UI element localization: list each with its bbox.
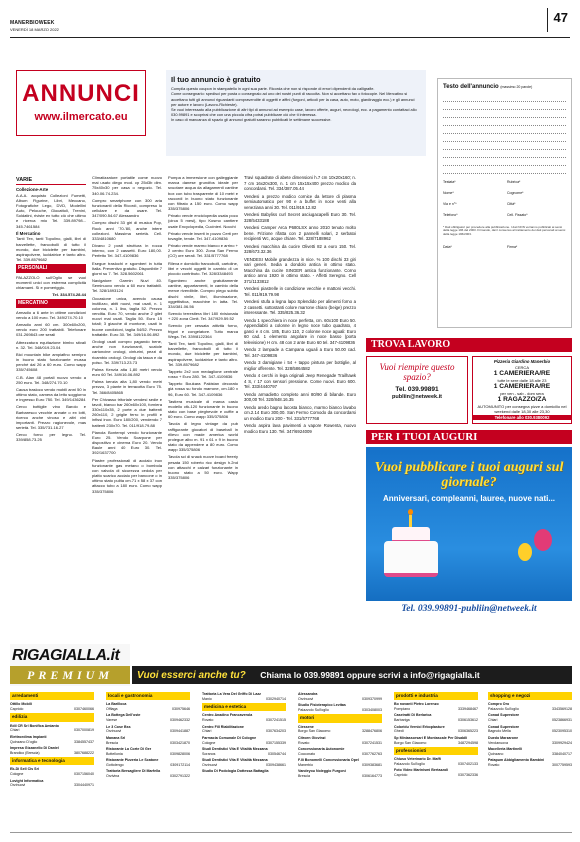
field-data[interactable]: Data* [443,244,452,249]
coupon-text-line[interactable] [443,110,566,118]
ad-text: Per Chivasso tritoriale vendesi sedie e tavoli, bianco bar 260x60x100, forniera 330x110x35, 2 porte a due battenti 260x110, 2 griglie ferro in profili e infissi inox. Euro 180/200, vendendo 7 battenti 230x70. Tel. 011/918.79.88 [92,396,162,428]
ad-text: Causa trasloco vendo mobili anni 50 in ottimo stato, camera da letto soggiorno e ingresso Euro 750. Tel. 349/1436284 [16,386,86,403]
pizzeria-role-2: 1 CAMERIERA/RE [493,382,551,390]
auguri-contact[interactable]: Tel. 039.99891-publiin@netweek.it [366,601,572,617]
directory-col-3 [202,692,286,776]
ad-text: Armadio a 6 ante in ottime condizioni vendo a 100 euro. Tel. 349/274.70.10 [16,309,86,320]
ad-text: Bici mountain bike ampiafino semipro in buono stato funzionante mussa perchè dal 26 a 60 euro. Como wapp 335/745608 [16,351,86,373]
directory-item: Farmacia Comunale Di Cologne Cologne 0307155339 [202,735,286,745]
empty-space-question: Vuoi riempire questo spazio? [379,362,455,382]
ad-text: Pompa a immersione con galleggiante marca danese grundfos ideale per svuotare acqua da allagamenti cantine box con tubo trasparente di 10 metri e raccordi in buono stato funzionante con filtrato a 150 euro. Como wapp 335/375806 [168,175,238,212]
directory-item: Foto Video Marinismi Bertazzoli Capriolo 0307362336 [394,768,478,778]
ad-text: Vendo 1 specchiera in noce perfetta, cm. 60x100 Euro 50. Appendiabiti a colonne in legno noce tubo quadrato, 4 ganci e 4 cm. 185, Euro 110, 2 colonne noce aguali: Euro 60 cad. 1 elemento angolare in noce basso (porta televisione) H cm. 48 con 2 ante Euro 60 tel. 347-4109836 [244,317,356,345]
ad-text: Tanti Tex, tanti Topolino, gialli, libri di barzellette, francobolli di tutto il mondo, due biciclette per bambini, aspirapolvere, lucidatrice e tanto altro. Tel. 339.8579682 [16,236,86,263]
pizzeria-role-3: 1 RAGAZZO/ZA [497,395,547,403]
header-divider [547,8,548,32]
directory-item: Trattoria Bersagliere Di Marfella Orzivina 0302791322 [106,769,190,779]
ad-text: C.B. Alan 48 portali nuovo vendo a 250 euro. Tel. 348/274.70.10 [16,374,86,385]
ad-text: Rileva e domicilio francobolli, cartoline, libri e vecchi oggetti in cambio di un piccolo contributo. Tel. 328/3348493 [168,260,238,276]
ad-text: Vendo aredo bagno lacosta bianco, marmo bianco lavabo cm.2.14 Euro 300,00. San Fermo Comodo da concordarsi un modico Euro 200 - Tel. 331/5777768 [244,404,356,421]
section-varie: VARIE [16,177,86,185]
directory-col-5 [394,692,478,780]
ad-text: Vendesi stufa a legna lapo Splendido per alimenti forno a 2 cassetti. sottostanti colore marrone chiaro (beige) prezzo interessante. Tel. 335/825.36.32 [244,299,356,315]
directory-item: Ristorante La Corte Di Ger Bottellonia 0309828006 [106,746,190,756]
directory-item: Impresa Gizzanello Di Daniel Brandico (Brescia) 3807688222 [10,745,94,755]
directory-item: La Barilloca Offlaga 030975646 [106,702,190,712]
annunci-url[interactable]: www.ilmercato.eu [34,111,128,123]
ad-text: Cerco bottiglie vino Barolo e Barbaresco vecchie annate o ex lotti, ricerco anche vinoso e altri vini importanti. Prezzo ragionevole, mas serietà. Tel. 335/731.16.27 [16,404,86,431]
directory-item: Manana Srl Brescia 0303421870 [106,735,190,745]
directory-heading: informatica e tecnologia [10,757,94,765]
field-cell[interactable]: Cell. Fissato* [506,212,528,217]
trova-lavoro-header: TROVA LAVORO [366,338,572,352]
page-header [10,8,570,38]
directory-heading: medicina e estetica [202,703,286,711]
auguri-subheadline: Anniversari, compleanni, lauree, nuove nati... [382,494,556,504]
rigagialla-banner[interactable] [10,644,572,686]
classifieds-col-2 [92,175,162,593]
coupon-text-line[interactable] [443,166,566,174]
ad-text: Attrezzatura equitazione bimbo stivali n. 32. Tel. 348/019.23.04 [16,339,86,350]
coupon-text-line[interactable] [443,158,566,166]
ad-text: Tavola sci di snack nuove board freeriy pesata 150 roberto ricc design h.2nd con attacchi e calzari funzionante in buono stato a 50 euro. Wapp 335/375806 [168,454,238,481]
coupon-text-line[interactable] [443,134,566,142]
directory-col-2 [106,692,190,781]
ad-text: Privato vende inserti in pozzo Certi per tovaglie, tende. Tel. 347-4109836 [168,230,238,241]
ad-text: Privato vende enciclopedia usata poco (circa 5 mesi), tipo Kosmo cantiere usate Encyclopedia, Cucinieri. Nocchi [168,213,238,229]
ad-text: Svendo terrestiera libri 180 rivisionata + 220 zona Cimit. Tel. 347/929.59.52 [168,311,238,322]
ad-text: Vendo 3 damigiane i 54 + tappo pintura per bottiglie, al miglior offerente. Tel. 328/5864582 [244,360,356,371]
directory-heading: locali e gastronomia [106,692,190,700]
directory-col-6 [488,692,572,769]
field-cognome[interactable]: Cognome* [506,190,524,195]
ad-text: Privato vende marmo bianco e arrino + 2 centro Euro 300. Zona San Fermo (CO) ore serali. Tel. 331/5777768 [168,243,238,259]
ad-text: Vendo 4 cerchi in lega originali Jeep Renegade Trailhawk 4 S, r 17 con sensori pressione. Come nuovi. Euro 600. Tel. 333/4440797 [244,373,356,389]
directory-heading: edilizia [10,713,94,721]
directory-heading: prodotti e industria [394,692,478,700]
field-citta[interactable]: Città* [506,201,516,206]
annunci-title: ANNUNCI [22,80,140,107]
ad-text: Cerco forno per legno. Tel. 339/858.73.25 [16,432,86,443]
directory-item: Ek-Di Sell Cis Sri Cologne 0307156040 [10,767,94,777]
free-ad-title: Il tuo annuncio è gratuito [171,75,261,84]
empty-space-email[interactable]: publiin@netweek.it [392,393,442,400]
auguri-headline: Vuoi pubblicare i tuoi auguri sul giornale? [374,460,564,490]
annunci-logo [16,70,146,136]
free-ad-p3: Se vuoi interessato alla pubblicazione di altri tipi di annunci ad esempio case, lavoro offerte, auguri, necrologi, ecc. a pagamento contattaci allo 030.99891 e scoprirai che con una piccola cifra potrai pubblicare ciò che ti interessa. [171,106,417,117]
directory-heading: arredamenti [10,692,94,700]
field-via[interactable]: Via e n°* [443,201,457,206]
coupon-text-line[interactable] [443,142,566,150]
directory-item: Citroen Giovinzi Rovato 0307241531 [298,735,382,745]
coupon-privacy-note: * Dati obbligatori per procedere alla pubblicazione. I dati NON verranno pubblicati ai sensi della legge 196 del 2003. Firmando, dai il consenso al trattamento dei dati personali ai sensi della legge 196/2003. [443,224,566,236]
free-ad-info-box [166,70,426,156]
classifieds-col-3 [168,175,238,595]
candle-icon [409,515,412,527]
ad-text: Orologi usati compro pagando bene, anche non funzionanti, scatole cartoncine orologi, cinturini, pezzi di ricambio orologi. Orologi da tasca e da polso. Tel. 339/713.23.73 [92,338,162,365]
directory-item: Elettroedima Impianti Quinzano D'oglio 3384557437 [10,734,94,744]
pizzeria-name: Pizzeria Giardino Manerbio [493,359,551,364]
ad-text: Climatizzatore portatile come nuovo mai usato diego mod. cp 25d3b dim. 75x40x30 per casa o negozio. Tel. 340.06.74.234. [92,175,162,196]
ad-text: Esegue traslochi e sgomberi in tutta Italia. Preventivo gratuito. Disponibile 7 giorni su 7. Tel. 328.5602061 [92,260,162,276]
rigagialla-logo-text: RIGAGIALLA.it [12,647,120,664]
balloon-icon [534,529,552,551]
ad-text: VENDESI Mobile grandezza in nice. % 100 dischi 33 giri vari generi. Sedia a dondolo antica in ottimo stato. Macchina da cucire SINGER antica funzionante. Corno antico anno 1920 in ottimo stato. - Affetti Seregno. Cell 371/1133812 [244,256,356,284]
ad-text: Vendo aspira lava pavimenti a vapore Rowenta, nuovo modico Euro 130. Tel. 347/6924009 [244,423,356,434]
section-mercatino: MERCATINO [16,299,86,307]
pizzeria-role-1: 1 CAMERIERA/RE [493,369,551,377]
directory-item: Macelleria Martinelli Quinzano 3384040717 [488,746,572,756]
directory-item: Lovight Informatica Orzinuovi 3304440971 [10,778,94,788]
directory-item: Duedo Marzarone Verolanuova 3309929424 [488,735,572,745]
classifieds-col-4 [244,175,356,620]
pizzeria-phone: Telefonare allo 030.9380092 [473,415,571,420]
ad-text: Vendesi a prezzo modico cornice da lettore di plasma semiautomatico per 90 e a buffet in noce venti alla veneziana anni 30. Tel. 011/919.12.82 [244,193,356,210]
pizzeria-role-2-desc: per ven - sab - dom sera [500,390,544,396]
rigagialla-logo [10,644,130,686]
directory-item: Edil CR Srl Bonifica Amianto Chiari 0307000819 [10,723,94,733]
directory-item: Ristorante Pizzeria Le Scatone Gottolengo 0309172114 [106,758,190,767]
directory-col-1 [10,692,94,790]
auguri-banner[interactable] [366,447,572,617]
directory-item: Studi Dentistici Vita E Vitalità Mezzana Orzinuovi 0309438661 [202,758,286,767]
field-nome[interactable]: Nome* [443,190,454,195]
ad-text: Palma kenzia alta 1,80 vendo metri prezzo, 3 piante in terracotta Euro 75. Tel. 366/8405865 [92,379,162,395]
coupon-title: Testo dell'annuncio (massimo 20 parole) [443,84,533,90]
directory-item: Trattoria La Vera Del Griffo Di Lazz Manio 0302940714 [202,692,286,701]
directory-item: Concessionaria Autonomie Cocconato 0307762763 [298,746,382,756]
ad-text: PALAZZOLO sull'Oglio se vuoi momenti unici con estrema complicità chiamami. Sì e pomeriggio. [16,274,86,290]
directory-item: Coloridu Vernici Erboplasture Ghedi 0306365223 [394,724,478,734]
subsection-mercatino: Il Mercatino [16,230,41,236]
directory-item: Ciessene Borgo San Giacomo 3288476806 [298,724,382,734]
directory-item: Centro Fill Riabilitazione Chiari 0307634203 [202,724,286,734]
cake-icon [384,541,438,577]
coupon-text-line[interactable] [443,102,566,110]
ad-text: Occasione unica, avendo causa inutilizzo, abiti nuovi, mai usati, n. 1 colonna, n. 1 lino, taglia 52. Prezzo vendita. Euro 70, vendo anche 2 gilet nuovi mai usati. Taglia 50. Euro 15 totali; 3 giacche di montone, usati in buone condizioni, taglia 54/52. Prezzo trattabile. Euro 30. Tel. 349/16.06.892 [92,295,162,337]
publication-date: VENERDÌ 18 MARZO 2022 [10,27,59,32]
pizzeria-role-3-desc: AUTOMUNITO per consegna pizze a domicilio nel weekend dalle 18,30 alle 23,30 [477,404,567,415]
directory-col-4 [298,692,382,781]
directory-item: Studio Fisioterapico Levitas Palazzolo Sull'oglio 0303408003 [298,703,382,713]
ad-text: Vendesi Camper Arca P680LSX anno 2010 tenuto molto bene. Frizione rifatta con 2 pannelli solari, 2 serbatoi recipienti Wc, acque chiare. Tel. 328/7188962 [244,225,356,241]
ad-text: Vendo 2 lampade a Campana uguali a Euro 50.00 cad. Tel. 347-4109836 [244,347,356,358]
ad-coupon-form[interactable] [437,78,572,328]
ad-phone: Tel. 334.574.28.44 [52,292,86,298]
ad-text: Armadio anni 60 cm. 300x60x200, vendo euro 200 trattabili. Telefonare 031.269843 ore serali [16,322,86,338]
page-bottom-rule [10,832,572,833]
free-ad-p2: Come consegnarlo: spedisci per posta o consegnalo ad uno dei nostri punti di raccolta. Non si accettano fax o fotocopie. Nel Mercatino si accettano tutti gli annunci riguardanti compravendite di oggetti e affini (furgoni, articoli per la casa, auto, moto, giardinaggio ecc.) e gli annunci per autore e lavoro (Lavoro-Richieste). [171,91,415,107]
page-number: 47 [553,10,568,25]
directory-item: Studi Dentistici Vita E Vitalità Mezzana Soranos 030546744 [202,746,286,756]
directory-item: Vandeyou Noleggio Furgoni Brescia 0306164773 [298,769,382,779]
ad-text: Tavola di legno vintage da pub raffigurante giocatori di baseball in rilievo con made america world prolegue albo m. 91 x 61 x 9 in buono stato da appendere a 80 euro. Como wapp 335/375806 [168,421,238,453]
ad-text: Vendesi piastrelle in condizione vecchie e mattoni vecchi. Tel. 011/919.79.98 [244,286,356,297]
rigagialla-question: Vuoi esserci anche tu? [137,670,246,681]
ad-text: Travi squadrate di abete dimensioni h.7 cm 10x20x160; n. 7 cm 16x20x300, n. 1 cm 15x15x400 prezzo modico da concordarsi. Tel. 334/387.05.44 [244,175,356,191]
ad-text: Vendo armadietto completo anni 80/90 di bilande. Euro 300,00 Tel. 320/848.16.35 [244,391,356,402]
directory-heading: shopping e negozi [488,692,572,700]
pizzeria-role-1-desc: tutte le sere dalle 18 alle 23 [497,377,547,383]
field-rubrica[interactable]: Rubrica* [506,179,521,184]
rigagialla-contact[interactable]: Chiama lo 039.99891 oppure scrivi a info@rigagialla.it [260,670,480,680]
directory-item: Conad Superstore Chiari 0523866931 [488,713,572,723]
ad-text: A.A.A. acquisto Collezioni Fumetti, Album Figurine, Libri, Meccano, Fotografiche Lego, DVD, Modellini Auto, Pelouche, Giocattoli, Trenini, Soldatini, riviste ex tutto ciò che ultimo e ricerca mio Tel. 339.89798... 345.7461584 [16,192,86,229]
ad-text: Vendesi macchina da cucire Olivetti 82 a euro 150. Tel. 328/673.32.36 [244,243,356,254]
pizzeria-cerca: CERCA [514,364,529,370]
ad-text: Compro smartphone con 300 aria funzionanti della Ricordì, compreso lo cellulare e da usare. Tel. 347/090.54.67 Alessandro [92,197,162,219]
subsection-collezione: Collezione-Arte [16,186,49,192]
directory-item: Alessandra Orzinuovi 0309370999 [298,692,382,701]
coupon-text-line[interactable] [443,150,566,158]
empty-space-ad[interactable] [366,356,468,424]
directory-item: Sp Miniassorsari E Montascale Per Disabili Borgo San Giacomo 3487294598 [394,735,478,745]
field-firma[interactable]: Firma* [506,244,518,249]
empty-space-phone: Tel. 039.99891 [395,385,439,393]
ad-text: Tastiera musicale di marca casio modello ctk-120 funzionante in buono stato con base pieghevole e cuffie a 60 euro. Como wapp 335/375806 [168,398,238,420]
auguri-header: PER I TUOI AUGURI [366,430,572,444]
directory-item: Compro Oro Palazzolo Sull'oglio 3343569128 [488,702,572,712]
ad-text: Svendo per cessata attività forno, frigori e congelatore. Tutto marca Wega. Tel. 339/8122364 [168,323,238,339]
ad-text: Piastre professionali di acciaio inox funzionante gas metano o bombola con valvola di sicurezza cedola per piatto scarico acciaio per bancone o in ottimo stato pulita cm.71 x 58 x 37 con attacco tubo a 180 euro. Como wapp 335/375806 [92,457,162,494]
directory-item: F.lli Bonomelli Concessionaria Opel Manerbio 0309383681 [298,758,382,767]
directory-heading: professionisti [394,747,478,755]
ad-text: Navigatore Garmin Nuvi 40. Seminuovo vendo a 60 euro trattabili. Tel. 328/1893124 [92,278,162,294]
balloon-icon [518,543,532,561]
rigagialla-premium: PREMIUM [10,666,130,684]
pizzeria-job-ad [472,356,572,424]
directory-item: Chiuso Veterinario Dr. Maffi Palazzolo Sull'oglio 0307402133 [394,757,478,766]
field-telefono[interactable]: Telefono* [443,212,458,217]
coupon-text-line[interactable] [443,126,566,134]
coupon-text-line[interactable] [443,118,566,126]
directory-item: Le 3 Cose Bss Orzinuovi 0309441887 [106,724,190,734]
rigagialla-bar [132,666,572,684]
ad-text: Tappeto Boukara Pakistan decorato già rossa su fondo marrone, cm.180 x 96, Euro 60. Tel. 347-4109836 [168,381,238,397]
ad-text: Pianola Bontempi vendo funzionante Euro 25. Vendo Scarpone per dispositivo e cinema Euro 20. Vendo Baule anni 40 Euro 30. Tel. 392/1637700 [92,429,162,456]
ad-text: Divano 2 posti struttura in rocca interno, con 2 cassetti. Euro 180,00. Perfetto Tel. 347-4109836 [92,243,162,259]
directory-item: Conad Superstore Bagnolo Mella 0523095310 [488,724,572,734]
ad-text: Palma Kenzia alta 1,80 metri vendo euro 60 Tel. 349/16.06.892 [92,366,162,378]
directory-item: La Bottega Dell'oste Varese 0309462332 [106,713,190,723]
directory-item: Ottillo Mobili Capriolo 0307460066 [10,702,94,712]
coupon-fields [438,180,571,224]
ad-text: Compro dischi 33 giri di musica Pop, Rock anni '70-'80, anche intere collezioni. Massima serietà. Cell. 333/4810680 [92,220,162,241]
directory-item: Centro Anadino Francaverola Rovato 0307241515 [202,713,286,723]
free-ad-p4: In caso di mancanza di spazio gli annunci gratuiti saranno pubblicati le settimane successive. [171,116,332,122]
free-ad-p1: Compila questo coupon in stampatello in ogni sua parte. Ricorda che non si risponde di errori dipendenti da calligrafie. [171,86,375,92]
field-testata[interactable]: Testata* [443,179,456,184]
ad-text: Tappeto 2x2 con medaglione centrale rosso + Euro 280. Tel. 347-4109836 [168,368,238,380]
classifieds-col-1 [16,175,86,505]
coupon-text-line[interactable] [443,94,566,102]
ad-text: Vendesi Babyliss curl Secret asciugacapelli Euro 30. Tel. 328/5433188 [244,212,356,223]
directory-item: Caseiratti Di Berlarica Barbariga 0306153612 [394,713,478,723]
ad-text: Tanti Tex, tanti Topolino, gialli, libri di barzellette, francobolli di tutto il mondo, due biciclette per bambini, aspirapolvere, lucidatrice e tanto altro. Tel. 339.8579682 [168,340,238,367]
publication-name: MANERBIOWEEK [10,20,55,26]
directory-heading: motori [298,714,382,722]
directory-item: Patapum Abbigliamento Bambini Rovato 3007759593 [488,758,572,767]
section-personali: PERSONALI [16,264,86,272]
directory-item: Bo novanti Pietro Lorenzo Pompiano 3339468467 [394,702,478,712]
directory-item: Studio Di Podologia Dottessa Battaglia [202,769,269,774]
ad-text: Sgombero anche gratuitamente cantine, appartamenti, in cambio della merce riverdibile. Compro piego subito dischi vinile, libri, illuminazione, oggettistica, macchine in latta. Tel. 334/381.06.56 [168,278,238,309]
